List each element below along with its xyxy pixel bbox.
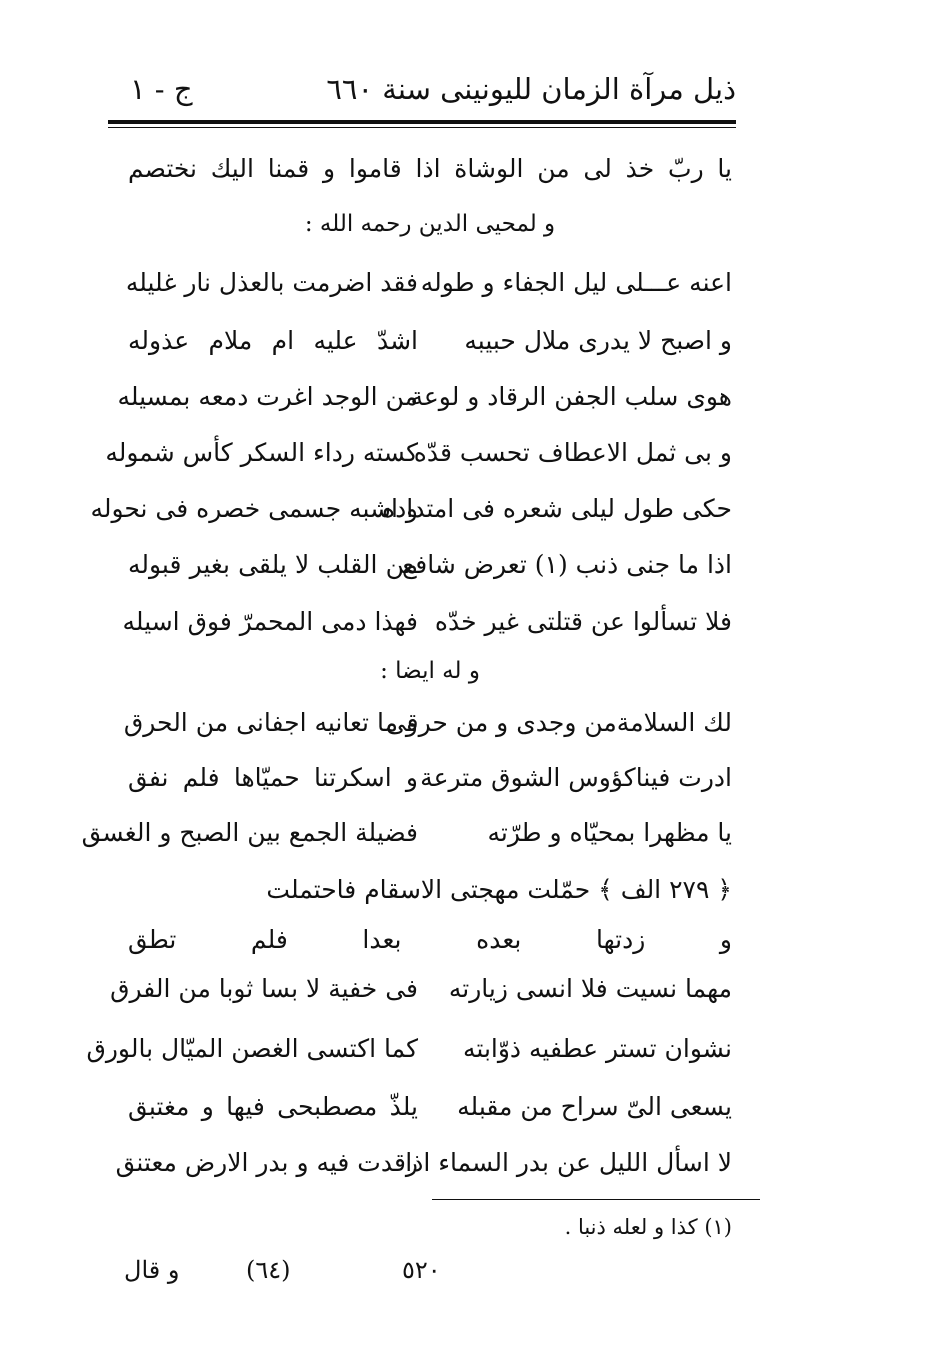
hemistich-second: كسته رداء السكر كأس شموله <box>105 438 418 467</box>
hemistich-first: يا مظهرا بمحيّاه و طرّته <box>487 818 732 847</box>
hemistich-second: يلذّ مصطبحى فيها و مغتبق <box>128 1092 418 1121</box>
hemistich-first: ادرت فيناكؤوس الشوق مترعة <box>420 763 732 792</box>
hemistich-second: و اسكرتنا حميّاها فلم نفق <box>128 763 418 792</box>
footnote: (١) كذا و لعله ذنبا . <box>564 1215 732 1239</box>
hemistich-second: رقدت فيه و بدر الارض معتنق <box>115 1148 418 1177</box>
hemistich-first: مهما نسيت فلا انسى زيارته <box>448 974 732 1003</box>
hemistich-first: يسعى الىّ سراح من مقبله <box>457 1092 732 1121</box>
hemistich-second: فضيلة الجمع بين الصبح و الغسق <box>81 818 418 847</box>
hemistich-second: و ما تعانيه اجفانى من الحرق <box>123 708 418 737</box>
hemistich-second: و اشبه جسمى خصره فى نحوله <box>90 494 418 523</box>
hemistich-second: من الوجد اغرت دمعه بمسيله <box>117 382 418 411</box>
volume-number: ج - ١ <box>130 72 193 106</box>
hemistich-second: اشدّ عليه ام ملام عذوله <box>128 326 418 355</box>
page-number: ٥٢٠ <box>402 1256 441 1284</box>
hemistich-second: فى خفية لا بسا ثوبا من الفرق <box>110 974 418 1003</box>
footnote-rule <box>432 1199 760 1200</box>
section-heading: و لمحيى الدين رحمه الله : <box>304 211 556 237</box>
hemistich-first: و اصبح لا يدرى ملال حبيبه <box>464 326 732 355</box>
hemistich-first: اذا ما جنى ذنب (١) تعرض شافع <box>401 550 732 579</box>
hemistich-second: من القلب لا يلقى بغير قبوله <box>128 550 418 579</box>
section-heading: و له ايضا : <box>380 658 480 684</box>
signature-mark: (٦٤) <box>246 1256 291 1284</box>
running-header <box>108 68 736 110</box>
verse-line-full: يا ربّ خذ لى من الوشاة اذا قاموا و قمنا اليك نختصم <box>128 154 732 183</box>
hemistich-first: اعنه عـــلى ليل الجفاء و طوله <box>420 268 732 297</box>
hemistich-first: و بى ثمل الاعطاف تحسب قدّه <box>413 438 732 467</box>
hemistich-with-folio-marker: ﴿ ٢٧٩ الف ﴾ حمّلت مهجتى الاسقام فاحتملت <box>266 875 732 904</box>
hemistich-first: لا اسأل الليل عن بدر السماء اذا <box>405 1148 732 1177</box>
hemistich-first: لك السلامةمن وجدى و من حرقى <box>385 708 732 737</box>
header-rule-thin <box>108 127 736 128</box>
hemistich-first: حكى طول ليلى شعره فى امتداده <box>382 494 732 523</box>
header-rule-thick <box>108 120 736 124</box>
hemistich-continuation: و زدتها بعده بعدا فلم تطق <box>128 925 732 954</box>
catchword: و قال <box>124 1256 180 1284</box>
hemistich-first: نشوان تستر عطفيه ذوّابته <box>463 1034 732 1063</box>
hemistich-second: فهذا دمى المحمرّ فوق اسيله <box>122 607 418 636</box>
hemistich-second: فقد اضرمت بالعذل نار غليله <box>125 268 418 297</box>
hemistich-second: كما اكتسى الغصن الميّال بالورق <box>86 1034 418 1063</box>
hemistich-first: هوى سلب الجفن الرقاد و لوعة <box>410 382 732 411</box>
running-title: ذيل مرآة الزمان لليونينى سنة ٦٦٠ <box>326 72 736 106</box>
hemistich-first: فلا تسألوا عن قتلتى غير خدّه <box>434 607 732 636</box>
